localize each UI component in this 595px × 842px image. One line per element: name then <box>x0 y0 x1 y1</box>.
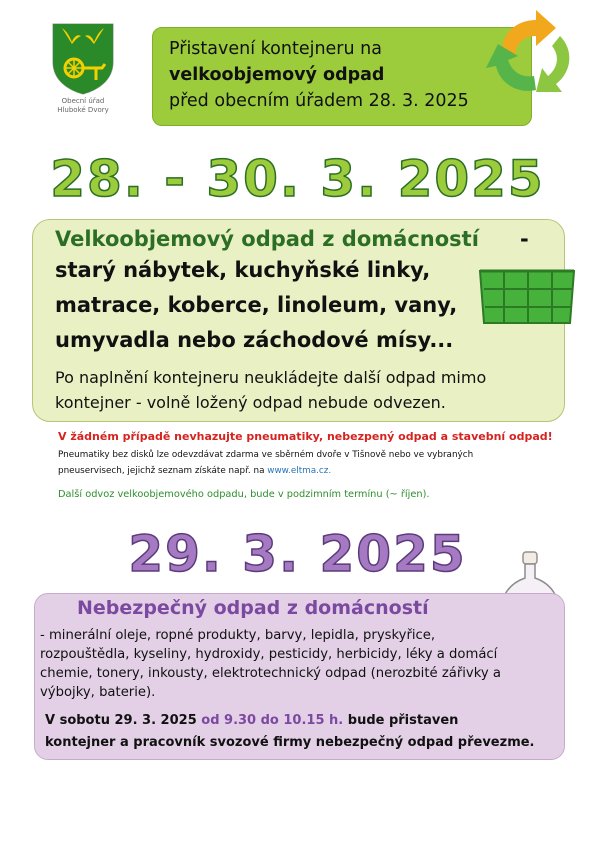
warning-text: V žádném případě nevhazujte pneumatiky, nebezpený odpad a stavební odpad! <box>58 430 553 443</box>
bulky-waste-date: 28. - 30. 3. 2025 <box>50 150 545 208</box>
collection-schedule-line2: kontejner a pracovník svozové firmy nebezpečný odpad převezme. <box>45 735 535 750</box>
hazardous-waste-date: 29. 3. 2025 <box>128 525 467 583</box>
bulky-item-line: matrace, koberce, linoleum, vany, <box>55 293 458 317</box>
bulky-item-line: starý nábytek, kuchyňské linky, <box>55 258 431 282</box>
tyres-note-line2 <box>58 466 331 476</box>
hazardous-waste-title: Nebezpečný odpad z domácností <box>77 597 429 619</box>
header-line3: před obecním úřadem 28. 3. 2025 <box>169 91 469 111</box>
hazardous-item-line: - minerální oleje, ropné produkty, barvy, lepidla, pryskyřice, <box>40 628 436 643</box>
hazardous-item-line: výbojky, baterie). <box>40 685 156 700</box>
collection-schedule <box>45 713 458 728</box>
next-pickup-note: Další odvoz velkoobjemového odpadu, bude v podzimním termínu (~ říjen). <box>58 489 430 500</box>
tyres-note-line1: Pneumatiky bez disků lze odevzdávat zdarma ve sběrném dvoře v Tišnově nebo ve vybraných <box>58 450 474 460</box>
hazardous-item-line: chemie, tonery, inkousty, elektrotechnický odpad (nerozbité zářivky a <box>40 666 501 681</box>
office-name-line1: Obecní úřad <box>61 97 105 105</box>
tyres-note-text: pneuservisech, jejichž seznam získáte např. na <box>58 466 265 476</box>
bulky-note-line: Po naplnění kontejneru neukládejte další odpad mimo <box>55 368 487 387</box>
eltma-link[interactable]: www.eltma.cz. <box>267 466 332 476</box>
office-name <box>38 97 128 115</box>
header-line1: Přistavení kontejneru na <box>169 39 382 59</box>
bulky-note-line: kontejner - volně ložený odpad nebude odvezen. <box>55 393 446 412</box>
schedule-prefix: V sobotu 29. 3. 2025 <box>45 713 202 728</box>
office-name-line2: Hluboké Dvory <box>57 106 109 114</box>
bulky-waste-title: Velkoobjemový odpad z domácností <box>55 227 479 251</box>
recycle-icon <box>482 6 582 100</box>
schedule-time: od 9.30 do 10.15 h. <box>201 713 344 728</box>
bulky-waste-dash: - <box>520 227 529 251</box>
schedule-suffix: bude přistaven <box>343 713 459 728</box>
container-icon <box>478 265 578 327</box>
header-box <box>152 27 532 126</box>
hazardous-item-line: rozpouštědla, kyseliny, hydroxidy, pesticidy, herbicidy, léky a domácí <box>40 647 498 662</box>
coat-of-arms-icon <box>50 22 116 96</box>
bulky-item-line: umyvadla nebo záchodové mísy... <box>55 328 454 352</box>
header-line2: velkoobjemový odpad <box>169 65 385 85</box>
